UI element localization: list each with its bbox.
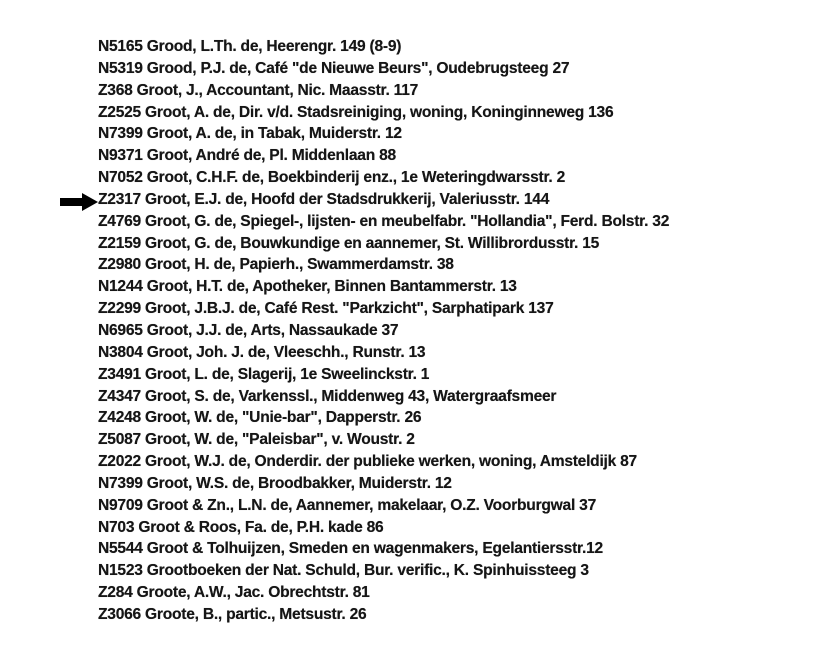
directory-entry: N6965 Groot, J.J. de, Arts, Nassaukade 37 bbox=[98, 321, 399, 339]
directory-entry: Z284 Groote, A.W., Jac. Obrechtstr. 81 bbox=[98, 584, 370, 602]
directory-entry: N5165 Grood, L.Th. de, Heerengr. 149 (8-9) bbox=[98, 38, 402, 55]
directory-entry: Z4347 Groot, S. de, Varkenssl., Middenweg 43, Watergraafsmeer bbox=[98, 387, 557, 405]
directory-entry: Z2299 Groot, J.B.J. de, Café Rest. "Parkzicht", Sarphatipark 137 bbox=[98, 300, 554, 318]
directory-entry: Z5087 Groot, W. de, "Paleisbar", v. Woustr. 2 bbox=[98, 431, 415, 449]
directory-entry-list bbox=[98, 36, 669, 626]
directory-entry: N703 Groot & Roos, Fa. de, P.H. kade 86 bbox=[98, 518, 384, 536]
directory-entry: Z4248 Groot, W. de, "Unie-bar", Dapperstr. 26 bbox=[98, 409, 422, 427]
right-arrow-icon bbox=[60, 193, 98, 211]
directory-entry: Z368 Groot, J., Accountant, Nic. Maasstr. 117 bbox=[98, 81, 419, 99]
directory-entry: N3804 Groot, Joh. J. de, Vleeschh., Runstr. 13 bbox=[98, 343, 426, 361]
directory-entry: Z3491 Groot, L. de, Slagerij, 1e Sweelinckstr. 1 bbox=[98, 365, 430, 383]
directory-entry: N5544 Groot & Tolhuijzen, Smeden en wagenmakers, Egelantiersstr.12 bbox=[98, 540, 603, 558]
highlighted-directory-entry: Z2317 Groot, E.J. de, Hoofd der Stadsdrukkerij, Valeriusstr. 144 bbox=[98, 190, 550, 208]
directory-entry: N1244 Groot, H.T. de, Apotheker, Binnen Bantammerstr. 13 bbox=[98, 278, 517, 296]
directory-entry: N7052 Groot, C.H.F. de, Boekbinderij enz., 1e Weteringdwarsstr. 2 bbox=[98, 169, 566, 187]
directory-entry: Z4769 Groot, G. de, Spiegel-, lijsten- en meubelfabr. "Hollandia", Ferd. Bolstr. 32 bbox=[98, 212, 670, 230]
directory-entry: Z2980 Groot, H. de, Papierh., Swammerdamstr. 38 bbox=[98, 256, 454, 274]
directory-entry: Z3066 Groote, B., partic., Metsustr. 26 bbox=[98, 605, 367, 623]
directory-entry: N1523 Grootboeken der Nat. Schuld, Bur. verific., K. Spinhuissteeg 3 bbox=[98, 562, 589, 580]
directory-entry: N9371 Groot, André de, Pl. Middenlaan 88 bbox=[98, 147, 396, 165]
directory-entry: Z2022 Groot, W.J. de, Onderdir. der publieke werken, woning, Amsteldijk 87 bbox=[98, 453, 637, 471]
directory-entry: N7399 Groot, A. de, in Tabak, Muiderstr. 12 bbox=[98, 125, 402, 143]
directory-entry: N7399 Groot, W.S. de, Broodbakker, Muiderstr. 12 bbox=[98, 474, 452, 492]
directory-entry: Z2525 Groot, A. de, Dir. v/d. Stadsreiniging, woning, Koninginneweg 136 bbox=[98, 103, 614, 121]
directory-entry: N9709 Groot & Zn., L.N. de, Aannemer, makelaar, O.Z. Voorburgwal 37 bbox=[98, 496, 596, 514]
directory-entry: N5319 Grood, P.J. de, Café "de Nieuwe Beurs", Oudebrugsteeg 27 bbox=[98, 59, 570, 77]
directory-entry: Z2159 Groot, G. de, Bouwkundige en aannemer, St. Willibrordusstr. 15 bbox=[98, 234, 600, 252]
